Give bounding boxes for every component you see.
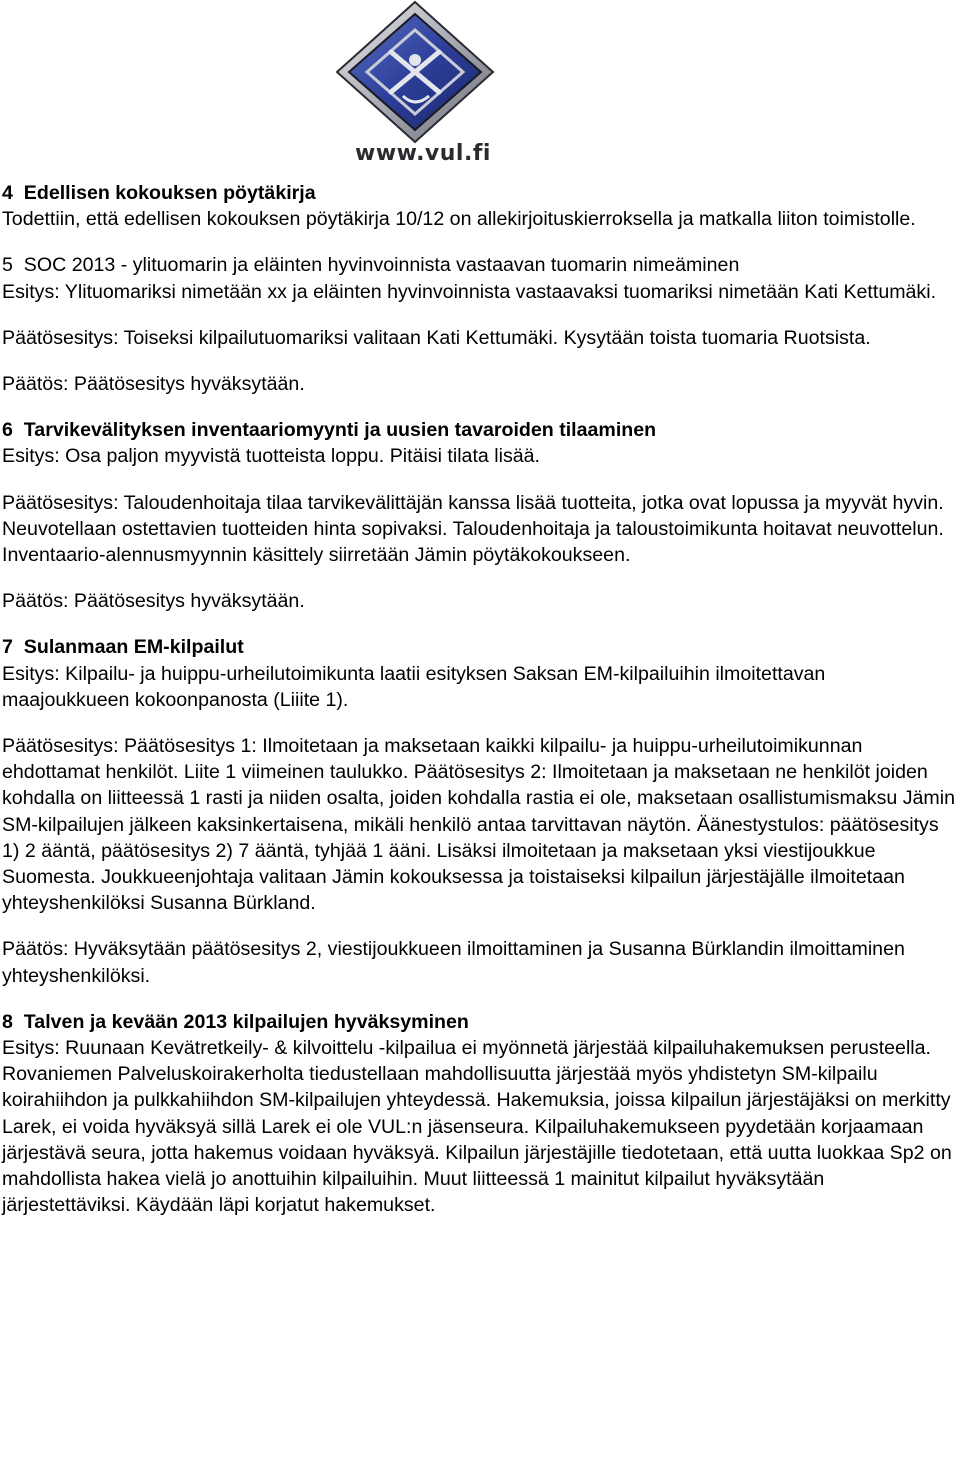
section-heading [2, 417, 958, 443]
section-title: SOC 2013 - ylituomarin ja eläinten hyvinvoinnista vastaavan tuomarin nimeäminen [23, 254, 740, 277]
section-7 [2, 634, 958, 988]
section-number: 8 [2, 1010, 13, 1033]
document-body [2, 180, 958, 1219]
section-number: 5 [2, 254, 13, 277]
section-heading [2, 252, 958, 278]
section-number: 6 [2, 419, 13, 442]
paatosesitys-text: Päätösesitys: Toiseksi kilpailutuomariksi valitaan Kati Kettumäki. Kysytään toista tuomaria Ruotsista. [2, 326, 871, 349]
paatosesitys-text: Päätösesitys: Taloudenhoitaja tilaa tarvikevälittäjän kanssa lisää tuotteita, jotka ovat lopussa ja myyvät hyvin. Neuvotellaan ostettavien tuotteiden hinta sopivaksi. Taloudenhoitaja ja taloustoimikunta hoitavat neuvottelun. Inventaario-alennusmyynnin käsittely siirretään Jämin pöytäkokoukseen. [2, 491, 944, 567]
section-6 [2, 417, 958, 614]
esitys-text: Esitys: Ylituomariksi nimetään xx ja eläinten hyvinvoinnista vastaavaksi tuomariksi nimetään Kati Kettumäki. [2, 280, 937, 303]
esitys-text: Esitys: Ruunaan Kevätretkeily- & kilvoittelu -kilpailua ei myönnetä järjestää kilpailuhakemuksen perusteella. Rovaniemen Palveluskoirakerholta tiedustellaan mahdollisuutta järjestää myös yhdistetyn SM-kilpailu koirahiihdon ja pulkkahiihdon SM-kilpailujen yhteydessä. Hakemuksia, joissa kilpailun järjestäjäksi on merkitty Larek, ei voida hyväksyä sillä Larek ei ole VUL:n jäsenseura. Kilpailuhakemukseen pyydetään korjaamaan järjestävä seura, jotta hakemus voidaan hyväksyä. Kilpailun järjestäjille tiedotetaan, että uutta luokkaa Sp2 on mahdollista hakea vielä jo anottuihin kilpailuihin. Muut liitteessä 1 mainitut kilpailut hyväksytään järjestettäviksi. Käydään läpi korjatut hakemukset. [2, 1037, 952, 1217]
paatos-text: Päätös: Hyväksytään päätösesitys 2, viestijoukkueen ilmoittaminen ja Susanna Bürklandin ilmoittaminen yhteyshenkilöksi. [2, 938, 905, 987]
section-title: Tarvikevälityksen inventaariomyynti ja uusien tavaroiden tilaaminen [23, 419, 657, 442]
paatos-text: Päätös: Päätösesitys hyväksytään. [2, 373, 305, 396]
esitys-text: Esitys: Kilpailu- ja huippu-urheilutoimikunta laatii esityksen Saksan EM-kilpailuihin ilmoitettavan maajoukkueen kokoonpanosta (Liiite 1). [2, 662, 826, 711]
section-8 [2, 1009, 958, 1219]
logo-text: www.vul.fi [355, 141, 491, 166]
section-title: Edellisen kokouksen pöytäkirja [23, 182, 316, 204]
paatos-text: Päätös: Päätösesitys hyväksytään. [2, 590, 305, 613]
section-title: Talven ja kevään 2013 kilpailujen hyväksyminen [23, 1010, 469, 1033]
section-number: 7 [2, 636, 13, 659]
esitys-text: Esitys: Osa paljon myyvistä tuotteista loppu. Pitäisi tilata lisää. [2, 445, 540, 468]
section-heading [2, 634, 958, 660]
section-4 [2, 180, 958, 232]
vul-logo [333, 0, 498, 176]
section-heading [2, 180, 958, 206]
section-number: 4 [2, 182, 13, 204]
section-title: Sulanmaan EM-kilpailut [23, 636, 244, 659]
section-heading [2, 1009, 958, 1035]
paatosesitys-text: Päätösesitys: Päätösesitys 1: Ilmoitetaan ja maksetaan kaikki kilpailu- ja huippu-urheilutoimikunnan ehdottamat henkilöt. Liite 1 viimeinen taulukko. Päätösesitys 2: Ilmoitetaan ja maksetaan ne henkilöt joiden kohdalla on liitteessä 1 rasti ja niiden osalta, joiden kohdalla rastia ei ole, maksetaan osallistumismaksu Jämin SM-kilpailujen jälkeen kaksinkertaisena, mikäli henkilö antaa tarvittavan näytön. Äänestystulos: päätösesitys 1) 2 ääntä, päätösesitys 2) 7 ääntä, tyhjää 1 ääni. Lisäksi ilmoitetaan ja maksetaan yksi viestijoukkue Suomesta. Joukkueenjohtaja valitaan Jämin kokouksessa ja toistaiseksi kilpailun järjestäjälle ilmoitetaan yhteyshenkilöksi Susanna Bürkland. [2, 735, 955, 915]
section-text: Todettiin, että edellisen kokouksen pöytäkirja 10/12 on allekirjoituskierroksella ja matkalla liiton toimistolle. [2, 208, 916, 231]
section-5 [2, 252, 958, 397]
